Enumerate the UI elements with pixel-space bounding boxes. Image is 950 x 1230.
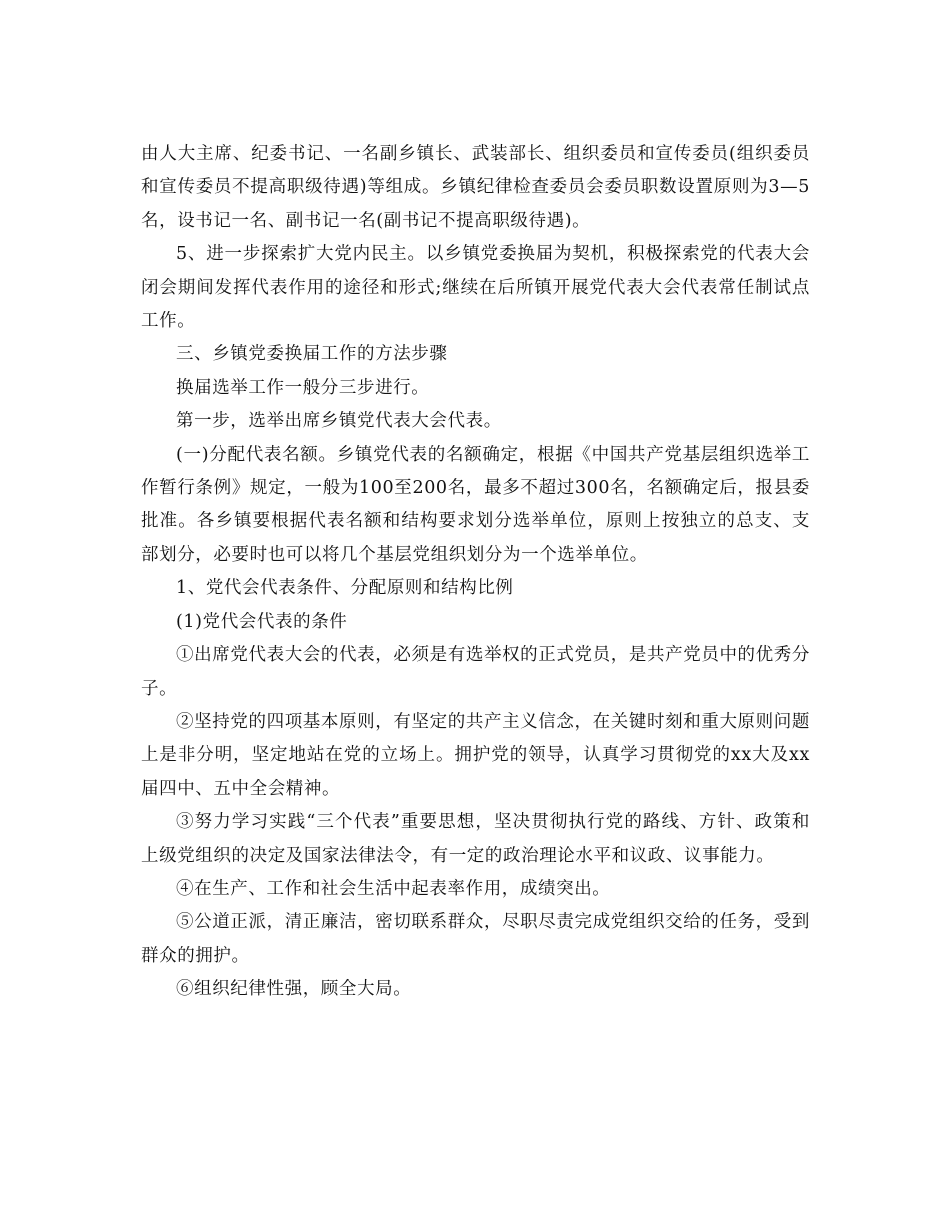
- paragraph-quota-allocation: (一)分配代表名额。乡镇党代表的名额确定，根据《中国共产党基层组织选举工作暂行条例》规定，一般为100至200名，最多不超过300名，名额确定后，报县委批准。各乡镇要根据代表名额和结构要求划分选举单位，原则上按独立的总支、支部划分，必要时也可以将几个基层党组织划分为一个选举单位。: [141, 444, 810, 565]
- condition-item-6: ⑥组织纪律性强，顾全大局。: [176, 979, 412, 1000]
- paragraph-item-5: 5、进一步探索扩大党内民主。以乡镇党委换届为契机，积极探索党的代表大会闭会期间发挥代表作用的途径和形式;继续在后所镇开展党代表大会代表常任制试点工作。: [141, 244, 810, 332]
- document-body: [141, 138, 810, 1007]
- subheading-delegate-conditions: (1)党代会代表的条件: [176, 611, 348, 632]
- paragraph-step-one: 第一步，选举出席乡镇党代表大会代表。: [176, 411, 502, 432]
- condition-item-5: ⑤公道正派，清正廉洁，密切联系群众，尽职尽责完成党组织交给的任务，受到群众的拥护。: [141, 912, 810, 966]
- paragraph-continuation: 由人大主席、纪委书记、一名副乡镇长、武装部长、组织委员和宣传委员(组织委员和宣传委员不提高职级待遇)等组成。乡镇纪律检查委员会委员职数设置原则为3—5名，设书记一名、副书记一名(副书记不提高职级待遇)。: [141, 144, 810, 231]
- subheading-conditions-ratio: 1、党代会代表条件、分配原则和结构比例: [176, 578, 514, 599]
- section-heading-three: 三、乡镇党委换届工作的方法步骤: [176, 344, 448, 365]
- condition-item-4: ④在生产、工作和社会生活中起表率作用，成绩突出。: [176, 878, 611, 899]
- condition-item-3: ③努力学习实践“三个代表”重要思想，坚决贯彻执行党的路线、方针、政策和上级党组织的决定及国家法律法令，有一定的政治理论水平和议政、议事能力。: [141, 812, 810, 866]
- paragraph-election-steps: 换届选举工作一般分三步进行。: [176, 377, 430, 398]
- condition-item-2: ②坚持党的四项基本原则，有坚定的共产主义信念，在关键时刻和重大原则问题上是非分明，坚定地站在党的立场上。拥护党的领导，认真学习贯彻党的xx大及xx届四中、五中全会精神。: [141, 711, 810, 799]
- condition-item-1: ①出席党代表大会的代表，必须是有选举权的正式党员，是共产党员中的优秀分子。: [141, 645, 810, 699]
